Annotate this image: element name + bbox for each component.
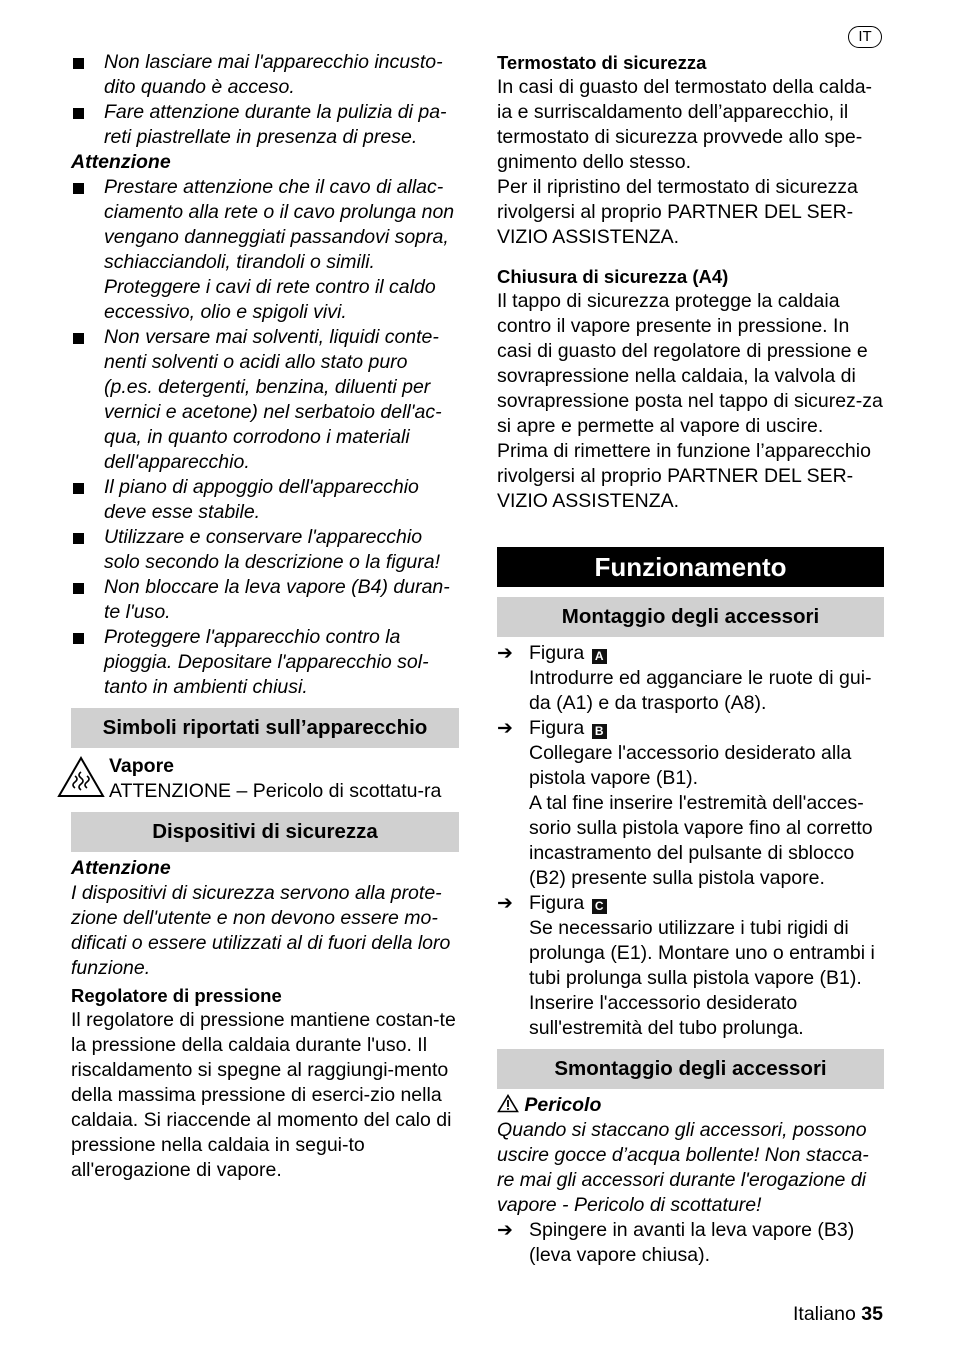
list-item: Il piano di appoggio dell'apparecchio deve esse stabile. [71, 475, 459, 525]
list-item: Utilizzare e conservare l'apparecchio solo secondo la descrizione o la figura! [71, 525, 459, 575]
pressure-regulator-heading: Regolatore di pressione [71, 985, 282, 1006]
page-number: 35 [861, 1303, 883, 1325]
list-item [497, 641, 884, 716]
chapter-heading: Funzionamento [497, 547, 884, 587]
list-item: Non versare mai solventi, liquidi conte-nenti solventi o acidi allo stato puro (p.es. detergenti, benzina, diluenti per vernici e acetone) nel serbatoio dell'ac-qua, in quanto corrodono i materiali dell'apparecchio. [71, 325, 459, 475]
list-item: Non lasciare mai l'apparecchio incusto-dito quando è acceso. [71, 50, 459, 100]
step-text: Collegare l'accessorio desiderato alla pistola vapore (B1). [529, 742, 852, 789]
footer-language: Italiano [792, 1303, 856, 1325]
figure-label: Figura [529, 717, 585, 739]
arrow-right-icon: ➔ [497, 643, 513, 664]
safety-devices-text: I dispositivi di sicurezza servono alla prote-zione dell'utente e non devono essere mo-dificati o essere utilizzati al di fuori della loro funzione. [71, 882, 451, 979]
right-column [497, 50, 884, 1268]
bullet-list-attention [71, 175, 459, 700]
language-badge: IT [848, 26, 882, 48]
pressure-regulator-text: Il regolatore di pressione mantiene costan-te la pressione della caldaia durante l'uso. Il riscaldamento si spegne al raggiungi-mento della massima pressione di eserci-zio nella caldaia. Si riaccende al momento del calo di pressione nella caldaia in segui-to all'erogazione di vapore. [71, 1009, 456, 1181]
figure-label: Figura [529, 642, 585, 664]
danger-label: Pericolo [524, 1094, 602, 1116]
steam-title: Vapore [109, 755, 175, 777]
step-text: Inserire l'accessorio desiderato sull'estremità del tubo prolunga. [529, 992, 804, 1039]
danger-text: Quando si staccano gli accessori, possono uscire gocce d’acqua bollente! Non stacca-re mai gli accessori durante l'erogazione di vapore - Pericolo di scottature! [497, 1119, 869, 1216]
dismount-accessories-heading: Smontaggio degli accessori [497, 1049, 884, 1089]
mount-steps-list [497, 641, 884, 1041]
step-text: Spingere in avanti la leva vapore (B3) (leva vapore chiusa). [529, 1219, 855, 1266]
safety-devices-heading: Dispositivi di sicurezza [71, 812, 459, 852]
attention-label: Attenzione [71, 151, 171, 173]
step-text: Se necessario utilizzare i tubi rigidi di prolunga (E1). Montare uno o entrambi i tubi prolunga sulla pistola vapore (B1). [529, 917, 875, 989]
safety-lock-service-text: Prima di rimettere in funzione l’apparecchio rivolgersi al proprio PARTNER DEL SER-VIZIO ASSISTENZA. [497, 440, 871, 512]
mount-accessories-heading: Montaggio degli accessori [497, 597, 884, 637]
steam-symbol-block [57, 754, 459, 804]
list-item: Proteggere l'apparecchio contro la pioggia. Depositare l'apparecchio sol-tanto in ambienti chiusi. [71, 625, 459, 700]
danger-triangle-icon [497, 1094, 519, 1113]
steam-warning-icon [57, 756, 105, 798]
step-text: A tal fine inserire l'estremità dell'acces-sorio sulla pistola vapore fino al corretto incastramento del pulsante di sblocco (B2) presente sulla pistola vapore. [529, 792, 873, 889]
thermostat-reset-text: Per il ripristino del termostato di sicurezza rivolgersi al proprio PARTNER DEL SER-VIZIO ASSISTENZA. [497, 176, 858, 248]
page-footer [793, 1302, 883, 1327]
dismount-steps-list [497, 1218, 884, 1268]
figure-c-icon: C [592, 899, 607, 914]
list-item [497, 716, 884, 891]
safety-lock-text: Il tappo di sicurezza protegge la caldaia contro il vapore presente in pressione. In casi di guasto del regolatore di pressione e sovrapressione nella caldaia, la valvola di sovrapressione posta nel tappo di sicurez-za si apre e permette al vapore di uscire. [497, 290, 883, 437]
arrow-right-icon: ➔ [497, 1220, 513, 1241]
figure-a-icon: A [592, 649, 607, 664]
safety-lock-heading: Chiusura di sicurezza (A4) [497, 266, 729, 287]
list-item: Fare attenzione durante la pulizia di pa-reti piastrellate in presenza di prese. [71, 100, 459, 150]
step-text: Introdurre ed agganciare le ruote di gui-da (A1) e da trasporto (A8). [529, 667, 872, 714]
steam-warning-text: ATTENZIONE – Pericolo di scottatu-ra [109, 780, 442, 802]
thermostat-text: In casi di guasto del termostato della calda-ia e surriscaldamento dell’apparecchio, il termostato di sicurezza provvede allo spe-gnimento dello stesso. [497, 76, 873, 173]
bullet-list-general [71, 50, 459, 150]
danger-line [497, 1093, 884, 1118]
list-item: Prestare attenzione che il cavo di allac-ciamento alla rete o il cavo prolunga non vengano danneggiati passandovi sopra, schiacciandoli, tirandoli o simili. Proteggere i cavi di rete contro il caldo eccessivo, olio e spigoli vivi. [71, 175, 459, 325]
figure-b-icon: B [592, 724, 607, 739]
figure-label: Figura [529, 892, 585, 914]
list-item [497, 1218, 884, 1268]
arrow-right-icon: ➔ [497, 718, 513, 739]
list-item: Non bloccare la leva vapore (B4) duran-te l'uso. [71, 575, 459, 625]
thermostat-heading: Termostato di sicurezza [497, 52, 707, 73]
left-column [71, 50, 459, 1183]
list-item [497, 891, 884, 1041]
arrow-right-icon: ➔ [497, 893, 513, 914]
symbols-heading: Simboli riportati sull’apparecchio [71, 708, 459, 748]
attention-label: Attenzione [71, 857, 171, 879]
